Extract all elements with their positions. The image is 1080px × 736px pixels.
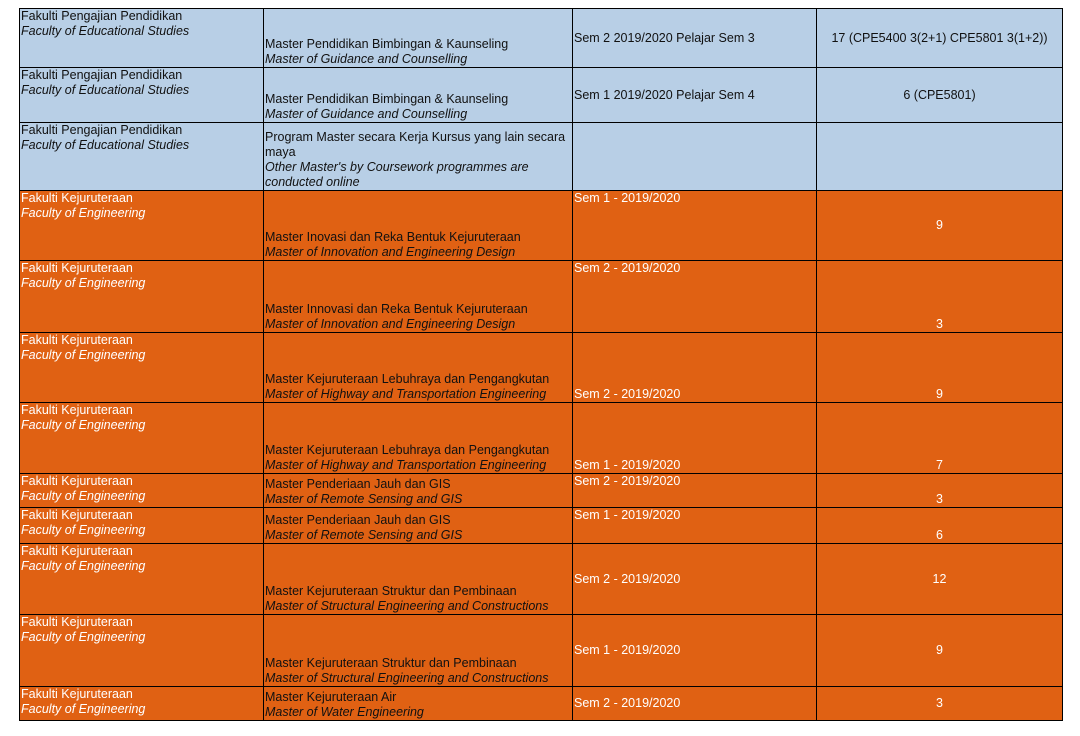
semester-cell: Sem 1 2019/2020 Pelajar Sem 4 bbox=[573, 68, 817, 123]
programme-cell bbox=[264, 508, 573, 544]
programme-name-english: Master of Guidance and Counselling bbox=[265, 52, 468, 66]
faculty-name-malay: Fakulti Kejuruteraan bbox=[21, 261, 133, 275]
semester-cell: Sem 2 - 2019/2020 bbox=[573, 687, 817, 721]
table-row bbox=[20, 333, 1063, 403]
programme-name-malay: Master Kejuruteraan Struktur dan Pembinaan bbox=[265, 584, 517, 598]
programme-name-english: Master of Highway and Transportation Engineering bbox=[265, 458, 547, 472]
student-count-cell: 12 bbox=[817, 544, 1063, 615]
programme-name-english: Master of Remote Sensing and GIS bbox=[265, 492, 463, 506]
faculty-name-english: Faculty of Engineering bbox=[21, 559, 146, 573]
semester-cell: Sem 2 - 2019/2020 bbox=[573, 261, 817, 333]
faculty-cell bbox=[20, 261, 264, 333]
table-row bbox=[20, 261, 1063, 333]
student-count-cell: 17 (CPE5400 3(2+1) CPE5801 3(1+2)) bbox=[817, 9, 1063, 68]
faculty-name-english: Faculty of Engineering bbox=[21, 523, 146, 537]
programme-name-malay: Master Innovasi dan Reka Bentuk Kejuruteraan bbox=[265, 302, 528, 316]
faculty-name-english: Faculty of Engineering bbox=[21, 702, 146, 716]
semester-cell: Sem 2 - 2019/2020 bbox=[573, 544, 817, 615]
student-count-cell: 6 bbox=[817, 508, 1063, 544]
table-row bbox=[20, 191, 1063, 261]
faculty-name-malay: Fakulti Kejuruteraan bbox=[21, 403, 133, 417]
programme-table-body bbox=[20, 9, 1063, 721]
faculty-cell bbox=[20, 123, 264, 191]
table-row bbox=[20, 123, 1063, 191]
faculty-name-english: Faculty of Engineering bbox=[21, 489, 146, 503]
faculty-name-malay: Fakulti Kejuruteraan bbox=[21, 508, 133, 522]
programme-cell bbox=[264, 615, 573, 687]
faculty-cell bbox=[20, 333, 264, 403]
faculty-cell bbox=[20, 687, 264, 721]
programme-name-english: Master of Guidance and Counselling bbox=[265, 107, 468, 121]
programme-cell bbox=[264, 123, 573, 191]
programme-name-malay: Master Pendidikan Bimbingan & Kaunseling bbox=[265, 37, 509, 51]
programme-name-english: Master of Highway and Transportation Engineering bbox=[265, 387, 547, 401]
programme-table bbox=[19, 8, 1063, 721]
faculty-name-english: Faculty of Engineering bbox=[21, 418, 146, 432]
programme-name-malay: Master Kejuruteraan Struktur dan Pembinaan bbox=[265, 656, 517, 670]
faculty-name-malay: Fakulti Kejuruteraan bbox=[21, 191, 133, 205]
programme-name-malay: Master Kejuruteraan Lebuhraya dan Pengangkutan bbox=[265, 372, 550, 386]
semester-cell: Sem 2 - 2019/2020 bbox=[573, 333, 817, 403]
table-row bbox=[20, 687, 1063, 721]
faculty-name-malay: Fakulti Kejuruteraan bbox=[21, 544, 133, 558]
faculty-cell bbox=[20, 544, 264, 615]
table-row bbox=[20, 508, 1063, 544]
faculty-name-english: Faculty of Educational Studies bbox=[21, 24, 190, 38]
faculty-name-malay: Fakulti Kejuruteraan bbox=[21, 474, 133, 488]
faculty-cell bbox=[20, 191, 264, 261]
table-row bbox=[20, 615, 1063, 687]
semester-cell: Sem 1 - 2019/2020 bbox=[573, 403, 817, 474]
semester-cell: Sem 1 - 2019/2020 bbox=[573, 191, 817, 261]
faculty-cell bbox=[20, 68, 264, 123]
programme-cell bbox=[264, 403, 573, 474]
programme-cell bbox=[264, 191, 573, 261]
faculty-name-malay: Fakulti Pengajian Pendidikan bbox=[21, 123, 183, 137]
faculty-name-english: Faculty of Engineering bbox=[21, 348, 146, 362]
faculty-cell bbox=[20, 474, 264, 508]
programme-name-malay: Master Kejuruteraan Lebuhraya dan Pengangkutan bbox=[265, 443, 550, 457]
programme-cell bbox=[264, 261, 573, 333]
student-count-cell: 6 (CPE5801) bbox=[817, 68, 1063, 123]
student-count-cell: 7 bbox=[817, 403, 1063, 474]
faculty-cell bbox=[20, 403, 264, 474]
table-row bbox=[20, 9, 1063, 68]
programme-cell bbox=[264, 68, 573, 123]
student-count-cell: 3 bbox=[817, 474, 1063, 508]
table-row bbox=[20, 403, 1063, 474]
faculty-name-english: Faculty of Educational Studies bbox=[21, 83, 190, 97]
programme-cell bbox=[264, 9, 573, 68]
student-count-cell: 9 bbox=[817, 615, 1063, 687]
programme-table-container bbox=[19, 8, 1062, 721]
faculty-name-malay: Fakulti Kejuruteraan bbox=[21, 615, 133, 629]
programme-cell bbox=[264, 687, 573, 721]
programme-name-english: Master of Remote Sensing and GIS bbox=[265, 528, 463, 542]
faculty-cell bbox=[20, 508, 264, 544]
programme-name-malay: Master Pendidikan Bimbingan & Kaunseling bbox=[265, 92, 509, 106]
semester-cell: Sem 2 - 2019/2020 bbox=[573, 474, 817, 508]
faculty-name-malay: Fakulti Kejuruteraan bbox=[21, 333, 133, 347]
programme-cell bbox=[264, 333, 573, 403]
table-row bbox=[20, 68, 1063, 123]
programme-name-english: Master of Innovation and Engineering Design bbox=[265, 245, 516, 259]
semester-cell bbox=[573, 123, 817, 191]
programme-name-malay: Program Master secara Kerja Kursus yang lain secara maya bbox=[265, 130, 566, 159]
programme-name-malay: Master Inovasi dan Reka Bentuk Kejuruteraan bbox=[265, 230, 521, 244]
semester-cell: Sem 1 - 2019/2020 bbox=[573, 615, 817, 687]
programme-name-malay: Master Kejuruteraan Air bbox=[265, 690, 397, 704]
student-count-cell: 3 bbox=[817, 687, 1063, 721]
programme-name-english: Master of Innovation and Engineering Design bbox=[265, 317, 516, 331]
student-count-cell bbox=[817, 123, 1063, 191]
programme-name-malay: Master Penderiaan Jauh dan GIS bbox=[265, 513, 451, 527]
student-count-cell: 9 bbox=[817, 191, 1063, 261]
programme-name-english: Master of Structural Engineering and Constructions bbox=[265, 599, 549, 613]
semester-cell: Sem 1 - 2019/2020 bbox=[573, 508, 817, 544]
faculty-name-malay: Fakulti Pengajian Pendidikan bbox=[21, 68, 183, 82]
faculty-name-english: Faculty of Engineering bbox=[21, 630, 146, 644]
programme-cell bbox=[264, 474, 573, 508]
faculty-name-english: Faculty of Engineering bbox=[21, 206, 146, 220]
programme-cell bbox=[264, 544, 573, 615]
programme-name-english: Master of Water Engineering bbox=[265, 705, 424, 719]
faculty-cell bbox=[20, 615, 264, 687]
table-row bbox=[20, 474, 1063, 508]
programme-name-english: Master of Structural Engineering and Constructions bbox=[265, 671, 549, 685]
faculty-name-malay: Fakulti Kejuruteraan bbox=[21, 687, 133, 701]
programme-name-english: Other Master's by Coursework programmes are conducted online bbox=[265, 160, 529, 189]
faculty-name-malay: Fakulti Pengajian Pendidikan bbox=[21, 9, 183, 23]
faculty-name-english: Faculty of Educational Studies bbox=[21, 138, 190, 152]
semester-cell: Sem 2 2019/2020 Pelajar Sem 3 bbox=[573, 9, 817, 68]
student-count-cell: 9 bbox=[817, 333, 1063, 403]
faculty-name-english: Faculty of Engineering bbox=[21, 276, 146, 290]
table-row bbox=[20, 544, 1063, 615]
student-count-cell: 3 bbox=[817, 261, 1063, 333]
faculty-cell bbox=[20, 9, 264, 68]
programme-name-malay: Master Penderiaan Jauh dan GIS bbox=[265, 477, 451, 491]
